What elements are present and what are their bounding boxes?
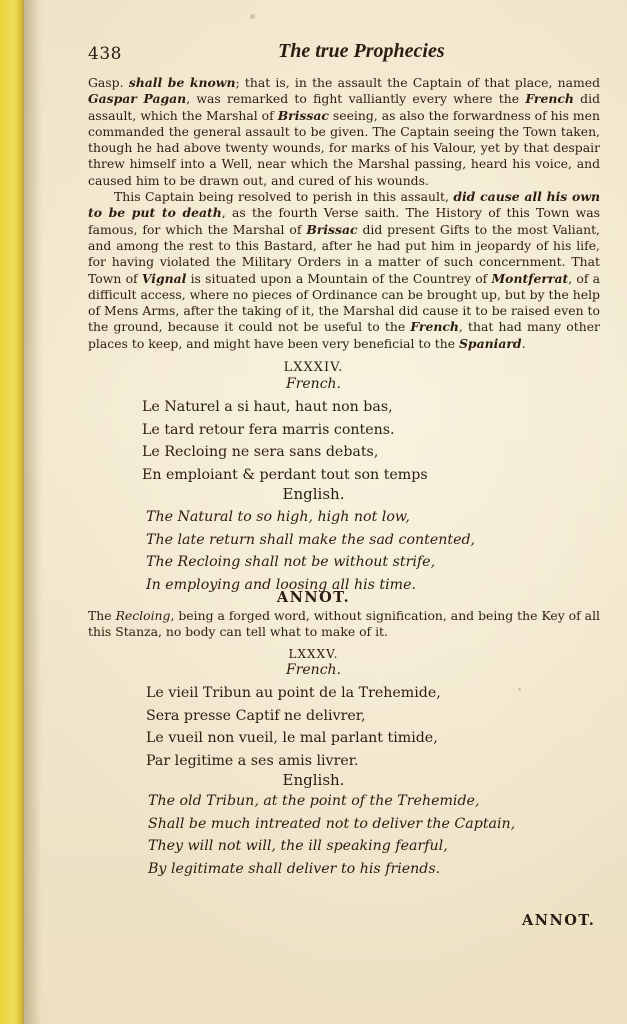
english-label: English. xyxy=(282,485,345,503)
prose-paragraph: Gasp. shall be known; that is, in the assault the Captain of that place, named Gaspar Pagan, was remarked to fight valliantly every where the French did assault, which the Marshal of Brissac seeing, as also the forwardness of his men commanded the general assault to be given. The Captain seeing the Town taken, though he had above twenty wounds, for marks of his Valour, yet by that despair threw himself into a Well, near which the Marshal passing, heard his voice, and caused him to be drawn out, and cured of his wounds. xyxy=(88,75,601,188)
verse-line: En emploiant & perdant tout son temps xyxy=(142,466,428,483)
french-verse xyxy=(146,682,606,772)
binding-shadow xyxy=(24,0,42,1024)
commentary-prose xyxy=(88,75,600,352)
english-verse xyxy=(146,506,606,596)
french-verse xyxy=(142,396,602,486)
page-header xyxy=(88,40,600,70)
verse-line: Le Recloing ne sera sans debats, xyxy=(142,444,379,460)
french-label: French. xyxy=(285,376,341,392)
ink-spot xyxy=(250,14,255,19)
french-label: French. xyxy=(285,662,341,678)
verse-line: Le vieil Tribun au point de la Trehemide, xyxy=(146,685,441,701)
english-verse xyxy=(148,790,608,880)
verse-line: The old Tribun, at the point of the Trehemide, xyxy=(148,793,480,809)
verse-line: Sera presse Captif ne delivrer, xyxy=(146,707,366,724)
binding-edge xyxy=(0,0,24,1024)
verse-line: In employing and loosing all his time. xyxy=(146,576,417,593)
verse-line: Le tard retour fera marris contens. xyxy=(142,421,395,438)
annot-text: The Recloing, being a forged word, without signification, and being the Key of all this Stanza, no body can tell what to make of it. xyxy=(88,608,600,640)
verse-line: Le vueil non vueil, le mal parlant timide, xyxy=(146,730,438,746)
stanza-number: LXXXV. xyxy=(288,647,339,661)
verse-line: The Recloing shall not be without strife, xyxy=(146,554,436,570)
verse-line: Shall be much intreated not to deliver the Captain, xyxy=(148,815,516,832)
running-title: The true Prophecies xyxy=(278,40,445,62)
stanza-number: LXXXIV. xyxy=(283,360,344,375)
verse-line: The late return shall make the sad contented, xyxy=(146,531,476,548)
verse-line: Par legitime a ses amis livrer. xyxy=(146,752,359,769)
prose-paragraph: This Captain being resolved to perish in this assault, did cause all his own to be put to death, as the fourth Verse saith. The History of this Town was famous, for which the Marshal of Brissac did present Gifts to the most Valiant, and among the rest to this Bastard, after he had put him in jeopardy of his life, for having violated the Military Orders in a matter of such concernment. That Town of Vignal is situated upon a Mountain of the Countrey of Montferrat, of a difficult access, where no pieces of Ordinance can be brought up, but by the help of Mens Arms, after the taking of it, the Marshal did cause it to be raised even to the ground, because it could not be useful to the French, that had many other places to keep, and might have been very beneficial to the Spaniard. xyxy=(88,189,601,351)
catchword: ANNOT. xyxy=(522,912,596,929)
english-label: English. xyxy=(282,771,345,789)
annot-heading: ANNOT. xyxy=(276,589,351,606)
verse-line: The Natural to so high, high not low, xyxy=(146,509,410,525)
verse-line: They will not will, the ill speaking fearful, xyxy=(148,838,448,854)
page-number: 438 xyxy=(88,44,122,64)
verse-line: By legitimate shall deliver to his friends. xyxy=(148,860,441,877)
verse-line: Le Naturel a si haut, haut non bas, xyxy=(142,399,393,415)
